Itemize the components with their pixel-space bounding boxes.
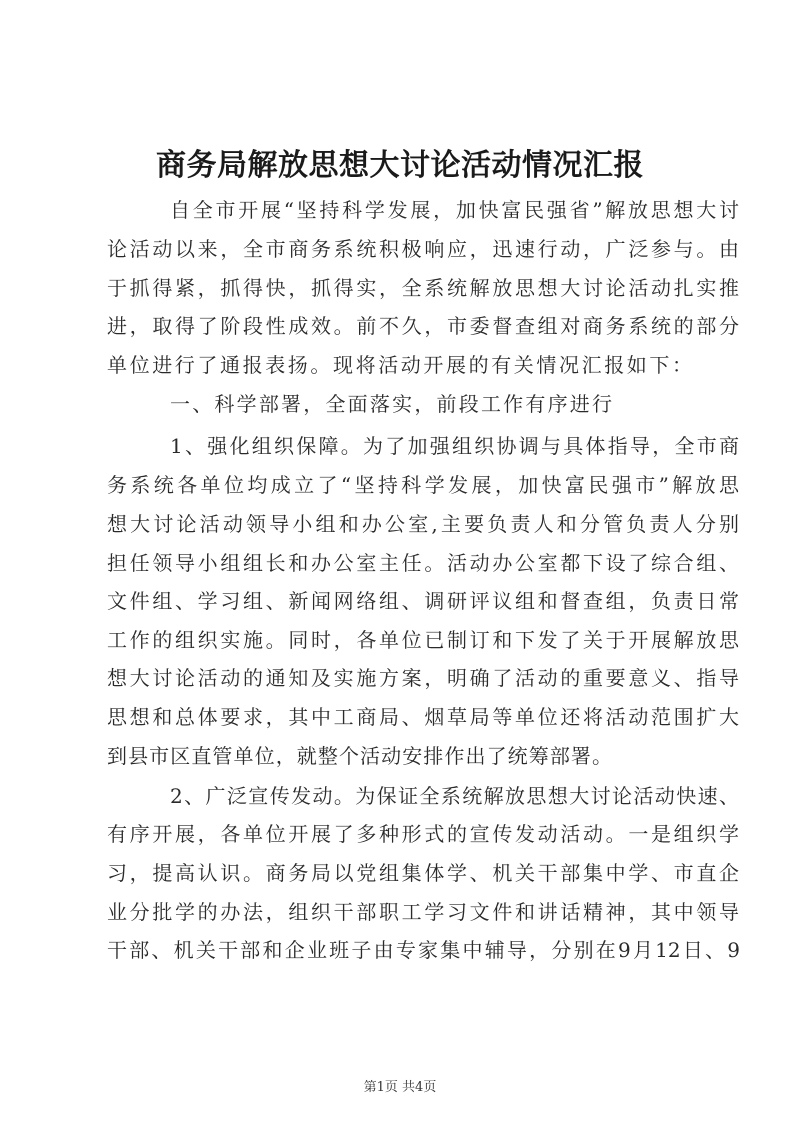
text-line: 习，提高认识。商务局以党组集体学、机关干部集中学、市直企 bbox=[107, 861, 739, 885]
text-line: 务系统各单位均成立了“坚持科学发展，加快富民强市”解放思 bbox=[107, 473, 739, 497]
text-line: 进，取得了阶段性成效。前不久，市委督查组对商务系统的部分 bbox=[107, 314, 739, 338]
text-line: 工作的组织实施。同时，各单位已制订和下发了关于开展解放思 bbox=[107, 628, 739, 652]
text-line: 自全市开展“坚持科学发展，加快富民强省”解放思想大讨 bbox=[170, 198, 739, 222]
text-line: 业分批学的办法，组织干部职工学习文件和讲话精神，其中领导 bbox=[107, 900, 739, 924]
text-line: 于抓得紧，抓得快，抓得实，全系统解放思想大讨论活动扎实推 bbox=[107, 276, 739, 300]
page-number: 第1页 共4页 bbox=[363, 1080, 437, 1095]
text-line: 2、广泛宣传发动。为保证全系统解放思想大讨论活动快速、 bbox=[170, 784, 739, 808]
section-heading: 一、科学部署，全面落实，前段工作有序进行 bbox=[170, 392, 612, 416]
text-line: 到县市区直管单位，就整个活动安排作出了统筹部署。 bbox=[107, 744, 612, 768]
text-line: 思想和总体要求，其中工商局、烟草局等单位还将活动范围扩大 bbox=[107, 705, 739, 729]
text-line: 想大讨论活动领导小组和办公室,主要负责人和分管负责人分别 bbox=[107, 512, 739, 536]
text-line: 论活动以来，全市商务系统积极响应，迅速行动，广泛参与。由 bbox=[107, 237, 739, 261]
text-line: 文件组、学习组、新闻网络组、调研评议组和督查组，负责日常 bbox=[107, 589, 739, 613]
document-title: 商务局解放思想大讨论活动情况汇报 bbox=[156, 148, 644, 183]
text-line: 1、强化组织保障。为了加强组织协调与具体指导，全市商 bbox=[170, 434, 739, 458]
text-line: 担任领导小组组长和办公室主任。活动办公室都下设了综合组、 bbox=[107, 551, 739, 575]
text-line: 单位进行了通报表扬。现将活动开展的有关情况汇报如下： bbox=[107, 353, 692, 377]
text-line: 有序开展，各单位开展了多种形式的宣传发动活动。一是组织学 bbox=[107, 822, 739, 846]
text-line: 想大讨论活动的通知及实施方案，明确了活动的重要意义、指导 bbox=[107, 666, 739, 690]
text-line: 干部、机关干部和企业班子由专家集中辅导，分别在9月12日、9 bbox=[107, 938, 740, 962]
